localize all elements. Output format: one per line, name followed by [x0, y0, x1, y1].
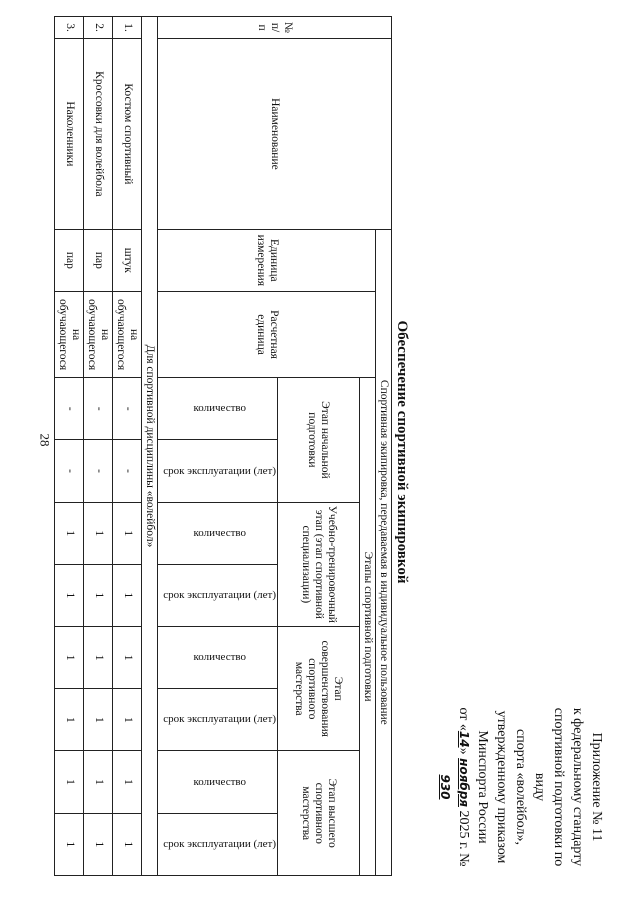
- qty-label: количество: [193, 402, 246, 415]
- row-calc-unit: на обучающегося: [84, 291, 113, 377]
- row-value: -: [84, 440, 113, 502]
- row-value: 1: [84, 751, 113, 813]
- date-mid: »: [456, 747, 471, 759]
- qty-label: количество: [193, 775, 246, 788]
- row-value: 1: [55, 689, 84, 751]
- appendix-date: [435, 702, 473, 872]
- row-value: 1: [84, 627, 113, 689]
- row-num: 1.: [113, 17, 142, 39]
- row-num: 3.: [55, 17, 84, 39]
- row-value: 1: [113, 751, 142, 813]
- row-value: 1: [113, 689, 142, 751]
- row-unit: пар: [84, 229, 113, 291]
- appendix-line: утвержденному приказом: [494, 710, 509, 864]
- row-value: 1: [55, 751, 84, 813]
- row-value: -: [113, 440, 142, 502]
- date-year: 2025 г. №: [456, 807, 471, 867]
- header-stages-group: Этапы спортивной подготовки: [360, 378, 376, 876]
- appendix-line: спорта «волейбол»,: [513, 729, 528, 845]
- row-value: 1: [84, 813, 113, 875]
- page-title: Обеспечение спортивной экипировкой: [394, 320, 410, 584]
- header-stage-4: Этап высшего спортивного мастерства: [278, 751, 360, 876]
- row-value: -: [55, 440, 84, 502]
- row-value: 1: [113, 564, 142, 626]
- row-calc-unit: на обучающегося: [55, 291, 84, 377]
- table-row: [113, 17, 142, 876]
- header-group: Спортивная экипировка, передаваемая в индивидуальное пользование: [376, 229, 392, 875]
- row-value: 1: [113, 627, 142, 689]
- header-term: [158, 564, 278, 626]
- row-unit: пар: [55, 229, 84, 291]
- row-value: 1: [55, 813, 84, 875]
- header-stage-3: Этап совершенствования спортивного мастерства: [278, 627, 360, 751]
- table-body: [55, 17, 142, 876]
- date-prefix: от «: [456, 707, 471, 731]
- qty-label: количество: [193, 526, 246, 539]
- header-qty: [158, 751, 278, 813]
- header-num: № п/п: [158, 17, 392, 39]
- row-value: 1: [113, 502, 142, 564]
- term-label: срок эксплуатации (лет): [163, 837, 276, 850]
- appendix-line: к федеральному стандарту: [570, 707, 585, 867]
- section-row: Для спортивной дисциплины «волейбол»: [142, 17, 158, 876]
- table-row: [55, 17, 84, 876]
- row-value: 1: [55, 627, 84, 689]
- term-label: срок эксплуатации (лет): [163, 713, 276, 726]
- row-value: 1: [55, 502, 84, 564]
- date-day: 14: [457, 730, 471, 748]
- page-number: 28: [37, 433, 53, 447]
- date-month: ноября: [457, 758, 471, 808]
- table-row: [84, 17, 113, 876]
- header-stage-1: Этап начальной подготовки: [278, 378, 360, 502]
- qty-label: количество: [193, 651, 246, 664]
- row-value: 1: [84, 689, 113, 751]
- appendix-header: [435, 702, 606, 872]
- header-qty: [158, 627, 278, 689]
- row-value: 1: [84, 564, 113, 626]
- header-term: [158, 813, 278, 875]
- header-name: Наименование: [158, 39, 392, 230]
- row-value: 1: [55, 564, 84, 626]
- header-calc-unit: Расчетная единица: [158, 291, 376, 377]
- order-number: 930: [438, 774, 452, 800]
- appendix-line: спортивной подготовки по виду: [532, 707, 566, 867]
- row-value: -: [113, 378, 142, 440]
- row-value: 1: [113, 813, 142, 875]
- row-unit: штук: [113, 229, 142, 291]
- term-label: срок эксплуатации (лет): [163, 464, 276, 477]
- header-stage-2: Учебно-тренировочный этап (этап спортивной специализации): [278, 502, 360, 626]
- row-calc-unit: на обучающегося: [113, 291, 142, 377]
- row-value: -: [55, 378, 84, 440]
- header-term: [158, 689, 278, 751]
- row-name: Наколенники: [55, 39, 84, 230]
- rotated-content: [10, 12, 620, 892]
- term-label: срок эксплуатации (лет): [163, 588, 276, 601]
- appendix-line: Приложение № 11: [589, 732, 604, 842]
- header-term: [158, 440, 278, 502]
- header-qty: [158, 378, 278, 440]
- row-name: Кроссовки для волейбола: [84, 39, 113, 230]
- header-unit: Единица измерения: [158, 229, 376, 291]
- appendix-line: Минспорта России: [475, 730, 490, 844]
- row-value: 1: [84, 502, 113, 564]
- row-num: 2.: [84, 17, 113, 39]
- row-value: -: [84, 378, 113, 440]
- header-qty: [158, 502, 278, 564]
- row-name: Костюм спортивный: [113, 39, 142, 230]
- equipment-table: [54, 16, 392, 876]
